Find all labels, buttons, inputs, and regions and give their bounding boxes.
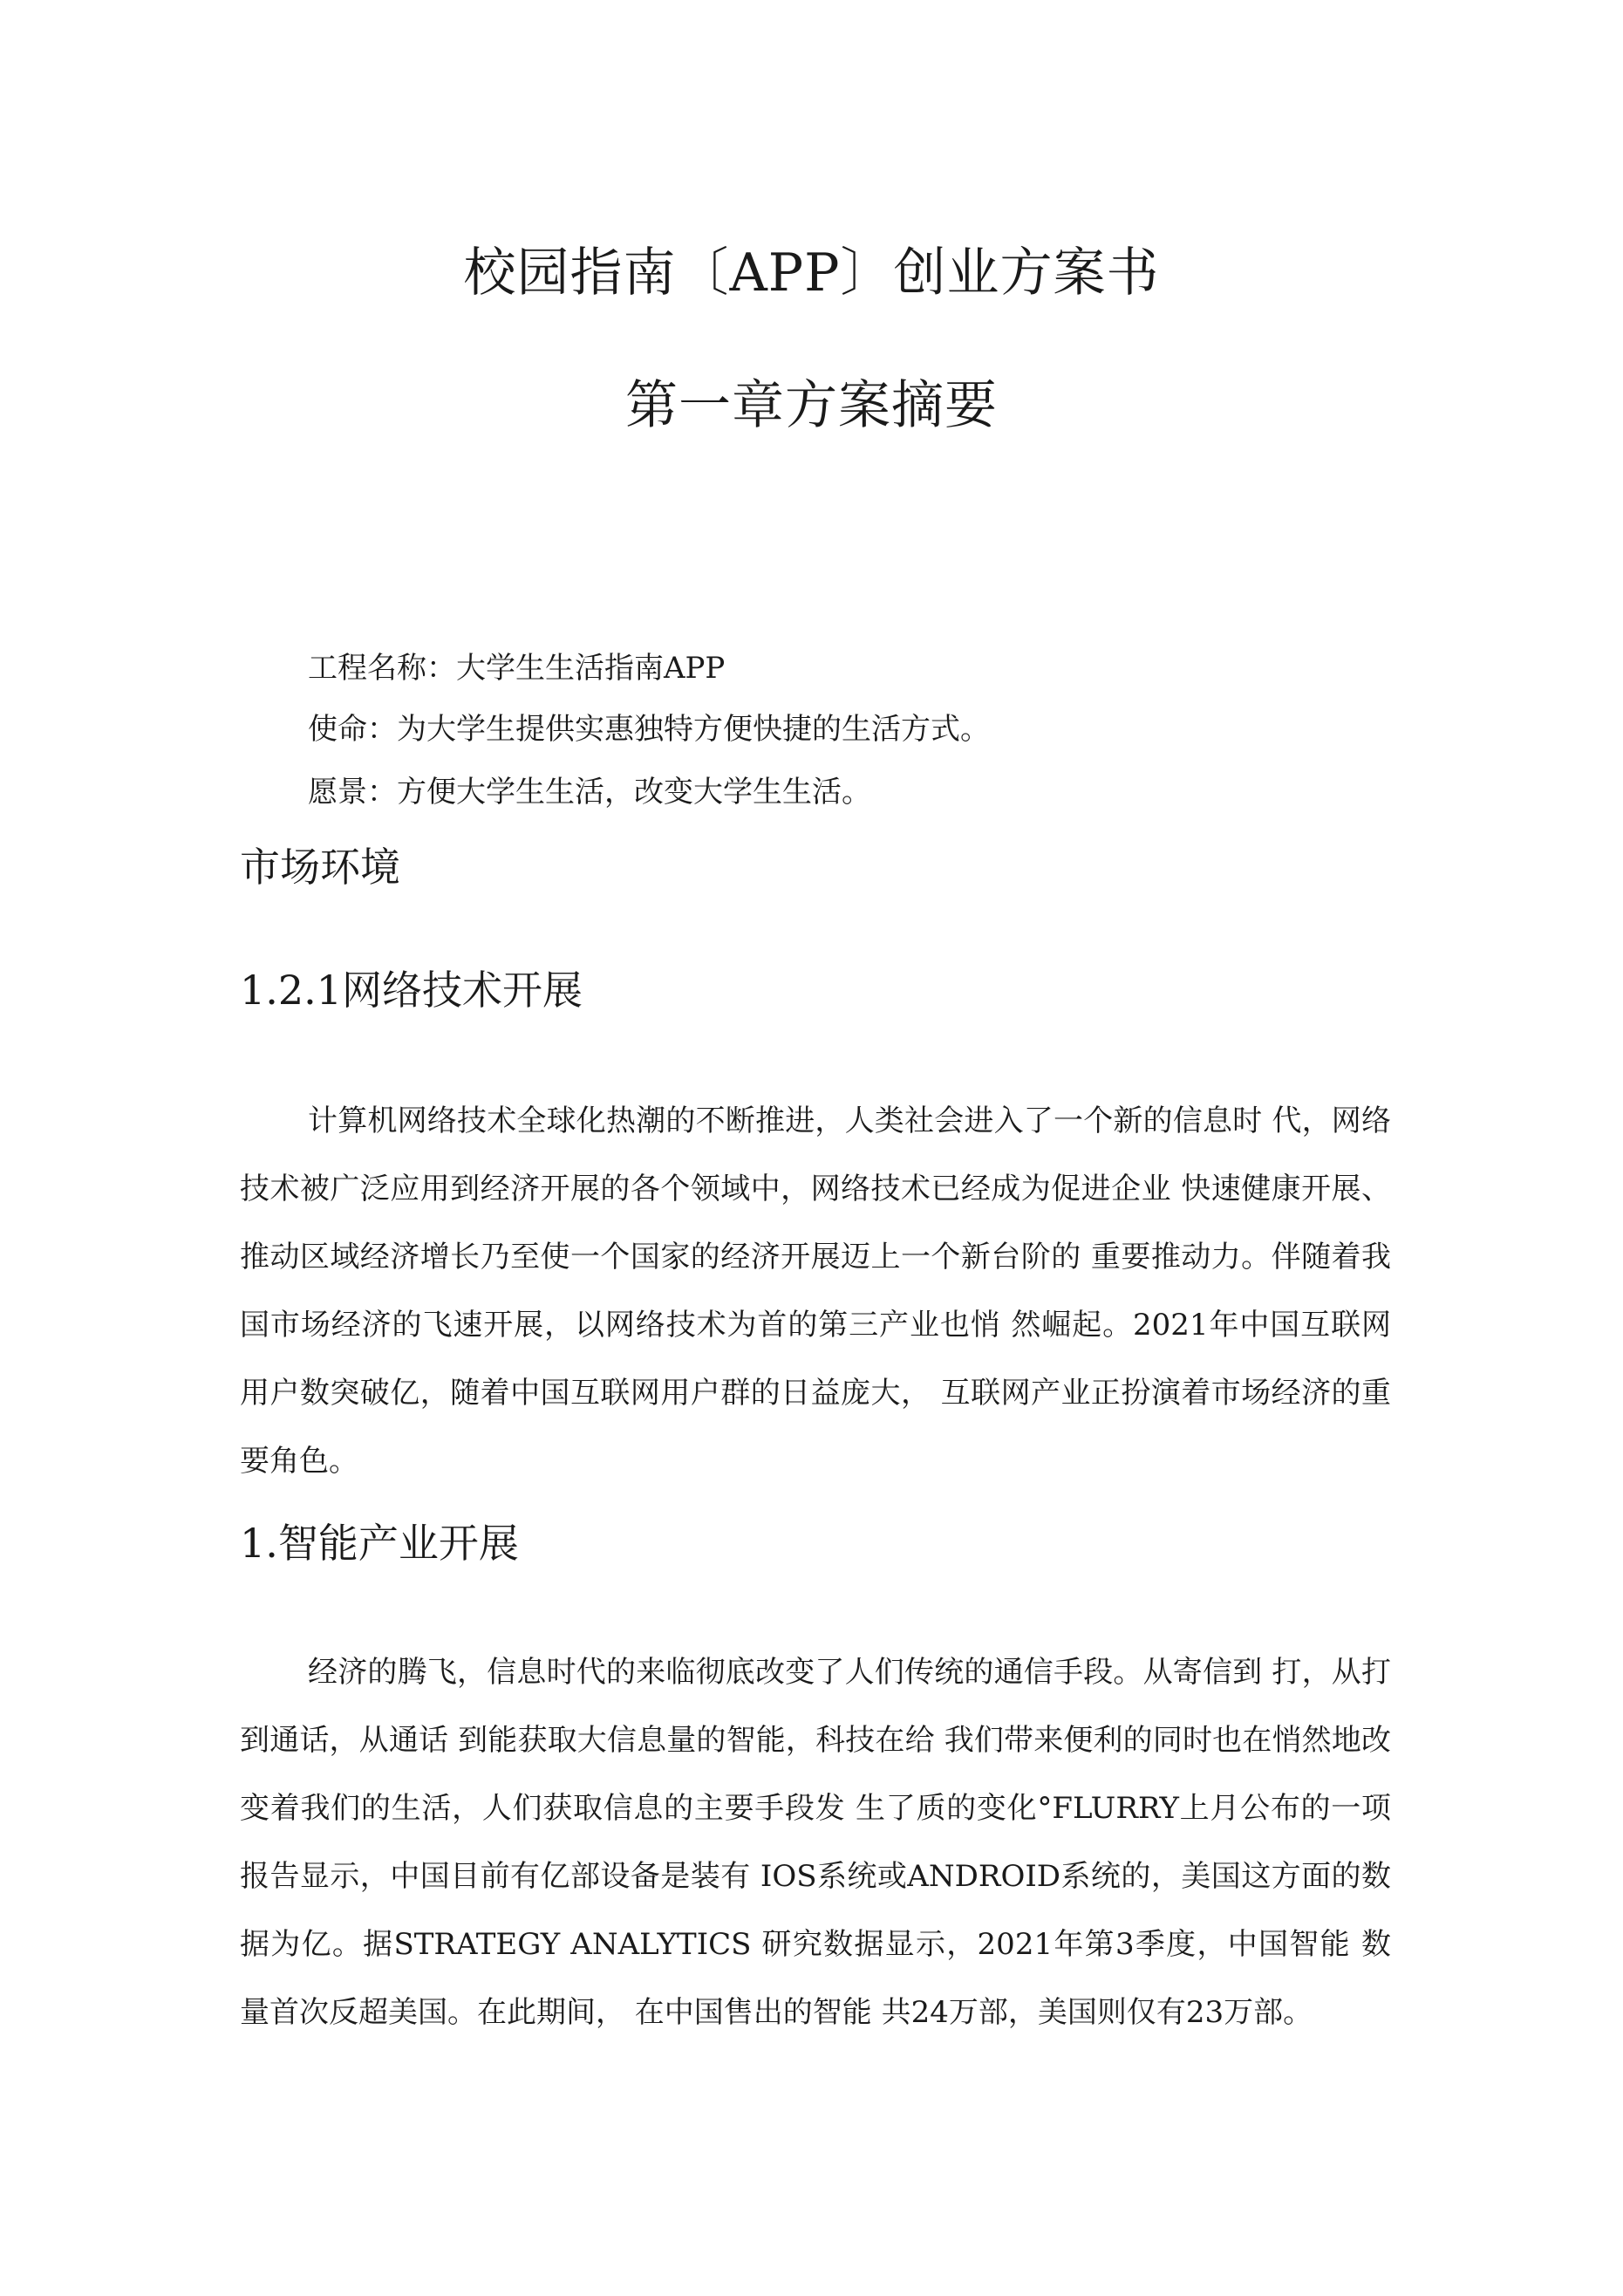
- project-name-line: 工程名称：大学生生活指南APP: [308, 651, 726, 686]
- section-heading-network: 1.2.1网络技术开展: [240, 967, 583, 1014]
- section-heading-smart: 1.智能产业开展: [240, 1520, 519, 1567]
- vision-line: 愿景：方便大学生生活，改变大学生生活。: [308, 775, 871, 810]
- paragraph-smart: 经济的腾飞，信息时代的来临彻底改变了人们传统的通信手段。从寄信到 打，从打 到通话，从通话 到能获取大信息量的智能，科技在给 我们带来便利的同时也在悄然地改变着我们的生活，人们获取信息的主要手段发 生了质的变化°FLURRY上月公布的一项报告显示，中国目前有亿部设备是装有 IOS系统或ANDROID系统的，美国这方面的数据为亿。据STRATEGY ANALYTICS 研究数据显示，2021年第3季度，中国智能 数量首次反超美国。在此期间， 在中国售出的智能 共24万部，美国则仅有23万部。: [240, 1655, 1391, 2030]
- mission-line: 使命：为大学生提供实惠独特方便快捷的生活方式。: [308, 712, 990, 747]
- document-title: 校园指南〔APP〕创业方案书: [463, 243, 1160, 304]
- chapter-title: 第一章方案摘要: [625, 375, 998, 436]
- paragraph-network: 计算机网络技术全球化热潮的不断推进，人类社会进入了一个新的信息时 代，网络技术被广泛应用到经济开展的各个领域中，网络技术已经成为促进企业 快速健康开展、推动区域经济增长乃至使一个国家的经济开展迈上一个新台阶的 重要推动力。伴随着我国市场经济的飞速开展，以网络技术为首的第三产业也悄 然崛起。2021年中国互联网用户数突破亿，随着中国互联网用户群的日益庞大， 互联网产业正扮演着市场经济的重要角色。: [240, 1104, 1391, 1479]
- section-heading-market: 市场环境: [240, 844, 400, 891]
